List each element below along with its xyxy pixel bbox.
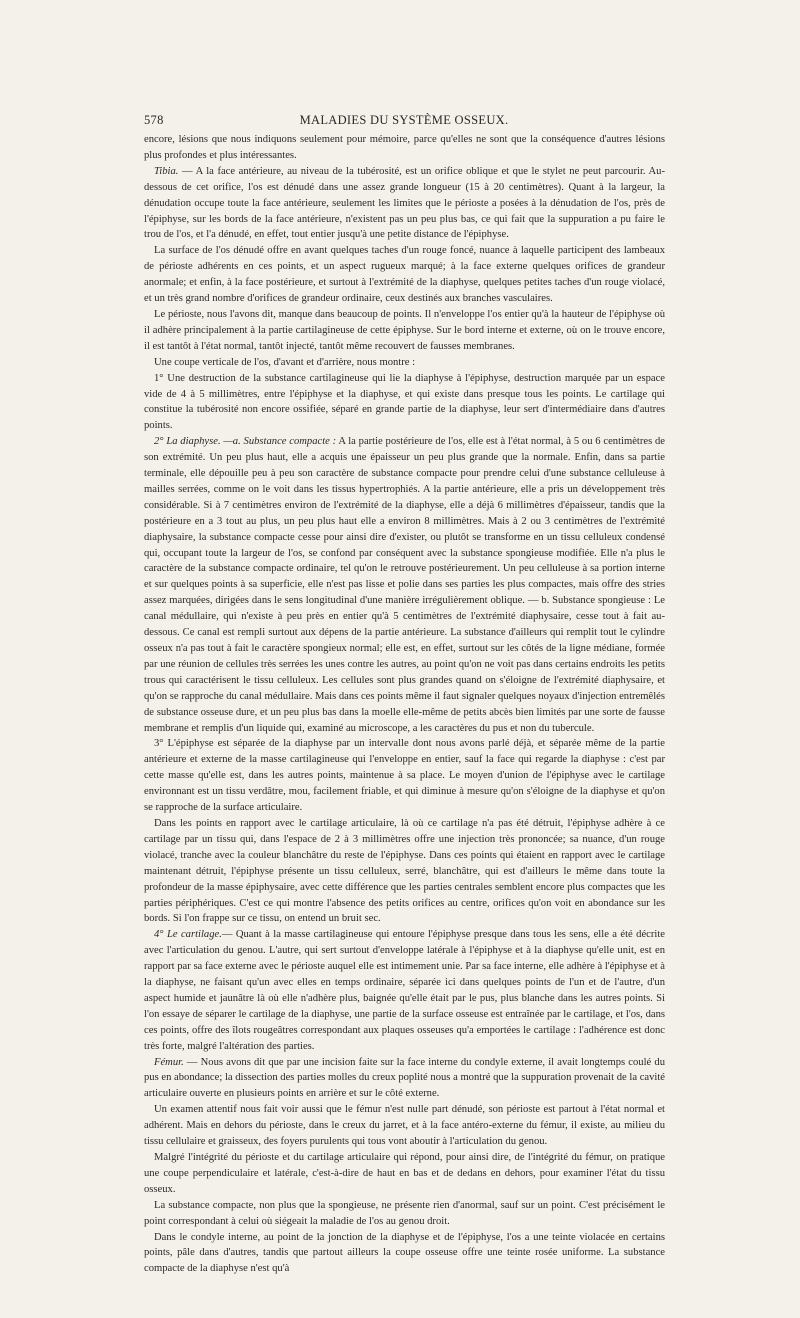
page-header [144,113,664,129]
section-lead: 2° La diaphyse. —a. Substance compacte : [154,436,337,448]
paragraph: La surface de l'os dénudé offre en avant quelques taches d'un rouge foncé, nuance à laquelle participent des lambeaux de périoste adhérents en ces points, et un aspect rugueux marqué; à la face externe quelques orifices de grandeur anormale; et enfin, à la face postérieure, et surtout à l'extrémité de la diaphyse, quelques petites taches d'un rouge violacé, et un très grand nombre d'orifices de grandeur ordinaire, ceux destinés aux branches vasculaires. [144,245,665,305]
paragraph: Malgré l'intégrité du périoste et du cartilage articulaire qui répond, pour ainsi dire, de l'intégrité du fémur, on pratique une coupe perpendiculaire et latérale, c'est-à-dire de haut en bas et de dedans en dehors, pour examiner l'état du tissu osseux. [144,1152,665,1195]
section-lead: Fémur. [154,1056,184,1068]
paragraph-femur: Fémur. — Nous avons dit que par une incision faite sur la face interne du condyle externe, il avait longtemps coulé du pus en abondance; la dissection des parties molles du creux poplité nous a montré que la suppuration provenait de la cavité articulaire ouverte en plusieurs points en arrière et sur le côté externe. [144,1056,665,1100]
paragraph: Une coupe verticale de l'os, d'avant et d'arrière, nous montre : [154,356,416,368]
paragraph-cartilage: 4° Le cartilage.— Quant à la masse cartilagineuse qui entoure l'épiphyse presque dans tous les sens, elle a été décrite avec l'articulation du genou. L'autre, qui sert surtout d'enveloppe latérale à l'épiphyse et à la diaphyse qu'elle unit, est en rapport par sa face externe avec le périoste auquel elle est intimement unie. Par sa face interne, elle adhère à l'épiphyse et à la diaphyse, ne faisant qu'un avec elles en temps ordinaire, séparée ici dans quelques points de l'un et de l'autre, d'un aspect humide et jaunâtre là où elle n'adhère plus, baignée qu'elle était par le pus, plus blanche dans les autres points. Si l'on essaye de séparer le cartilage de la diaphyse, une partie de la surface osseuse est entraînée par le cartilage, et l'os, dans ces points, offre des îlots rougeâtres correspondant aux plaques osseuses qu'a emportées le cartilage : l'adhérence est donc très forte, malgré l'altération des parties. [144,929,665,1052]
page-number: 578 [144,113,164,127]
section-lead: Tibia. [154,165,179,177]
paragraph: encore, lésions que nous indiquons seulement pour mémoire, parce qu'elles ne sont que la conséquence d'autres lésions plus profondes et plus intéressantes. [144,134,665,161]
paragraph-tibia: Tibia. — A la face antérieure, au niveau de la tubérosité, est un orifice oblique et que le stylet ne peut parcourir. Au-dessous de cet orifice, l'os est dénudé dans une assez grande longueur (15 à 20 centimètres). Quant à la largeur, la dénudation occupe toute la face antérieure, seulement les limites que le périoste a posées à la dénudation de l'os, près de l'épiphyse, sur les bords de la face antérieure, n'existent pas un peu plus bas, ce qui fait que la suppuration a pu faire le trou de l'os, et l'a dénudé, en effet, tout entier jusqu'à une petite distance de l'épiphyse. [144,165,665,241]
paragraph: Un examen attentif nous fait voir aussi que le fémur n'est nulle part dénudé, son périoste est partout à l'état normal et adhérent. Mais en dehors du périoste, dans le creux du jarret, et à la face antéro-externe du fémur, il existe, au milieu du tissu cellulaire et graisseux, des foyers purulents qui tous vont aboutir à l'articulation du genou. [144,1104,665,1148]
paragraph: Le périoste, nous l'avons dit, manque dans beaucoup de points. Il n'enveloppe l'os entier qu'à la hauteur de l'épiphyse où il adhère principalement à la partie cartilagineuse de cette épiphyse. Sur le bord interne et externe, où on le trouve encore, il est tantôt à l'état normal, tantôt injecté, tantôt même recouvert de fausses membranes. [144,308,665,352]
paragraph: Dans le condyle interne, au point de la jonction de la diaphyse et de l'épiphyse, l'os a une teinte violacée en certains points, pâle dans d'autres, tandis que partout ailleurs la coupe osseuse offre une teinte rosée uniforme. La substance compacte de la diaphyse n'est qu'à [144,1231,665,1275]
running-title: MALADIES DU SYSTÈME OSSEUX. [299,113,509,127]
paragraph: 1° Une destruction de la substance cartilagineuse qui lie la diaphyse à l'épiphyse, destruction marquée par un espace vide de 4 à 5 millimètres, entre l'épiphyse et la diaphyse, et qui existe dans presque tous les points. Le cartilage qui constitue la tubérosité non encore ossifiée, séparé en grande partie de la diaphyse, leur sert d'intermédiaire dans d'autres points. [144,372,665,432]
paragraph-diaphyse: 2° La diaphyse. —a. Substance compacte : A la partie postérieure de l'os, elle est à l'état normal, à 5 ou 6 centimètres de son extrémité. Un peu plus haut, elle a acquis une épaisseur un peu plus grande que la normale. Enfin, dans sa partie terminale, elle dépouille peu à peu son caractère de substance compacte pour prendre celui d'une substance celluleuse à mailles serrées, comme on le voit dans les tissus hypertrophiés. A la partie antérieure, elle a pris un développement très considérable. Si à 7 centimètres environ de l'extrémité de la diaphyse, elle a déjà 6 millimètres d'épaisseur, tandis que la postérieure en a 3 tout au plus, un peu plus haut elle a environ 8 millimètres. Mais à 2 ou 3 centimètres de l'extrémité diaphysaire, la substance compacte cesse pour ainsi dire d'exister, ou plutôt se transforme en un tissu celluleux condensé qui, occupant toute la largeur de l'os, se confond par conséquent avec la substance spongieuse modifiée. Elle n'a plus le caractère de la substance compacte ordinaire, tel qu'on le retrouve postérieurement. Un peu celluleuse à sa portion interne et sur quelques points à sa superficie, elle n'est pas lisse et polie dans ses parties les plus compactes, mais offre des stries assez marquées, dirigées dans le sens longitudinal d'une manière irrégulièrement oblique. — b. Substance spongieuse : Le canal médullaire, qui n'existe à peu près en entier qu'à 5 centimètres de l'extrémité diaphysaire, cesse tout à fait au-dessous. Ce canal est rempli surtout aux dépens de la partie antérieure. La substance d'ailleurs qui remplit tout le cylindre osseux n'a pas tout à fait le caractère spongieux normal; elle est, en effet, surtout sur les côtés de la ligne médiane, formée par une réunion de cellules très serrées les unes contre les autres, au point qu'on ne voit pas dans certains endroits les petits trous qui caractérisent le tissu celluleux. Les cellules sont plus grandes quand on s'éloigne de l'extrémité diaphysaire, et qu'on se rapproche du canal médullaire. Mais dans ces points même il faut signaler quelques noyaux d'injection entremêlés de substance osseuse dure, et un peu plus bas dans la moelle elle-même de petits abcès bien limités par une sorte de fausse membrane et remplis d'un liquide qui, examiné au microscope, a les caractères du pus et non du tubercule. [144,436,665,734]
paragraph: La substance compacte, non plus que la spongieuse, ne présente rien d'anormal, sauf sur un point. C'est précisément le point correspondant à celui où siégeait la maladie de l'os au genou droit. [144,1199,665,1227]
section-lead: 4° Le cartilage. [154,929,222,941]
paragraph: Dans les points en rapport avec le cartilage articulaire, là où ce cartilage n'a pas été détruit, l'épiphyse adhère à ce cartilage par un tissu qui, dans l'espace de 2 à 3 millimètres offre une injection très prononcée; sa nuance, d'un rouge violacé, tranche avec la couleur blanchâtre du reste de l'épiphyse. Dans ces points qui étaient en rapport avec le cartilage maintenant détruit, l'épiphyse présente un tissu celluleux, serré, blanchâtre, qui est d'ailleurs le même dans toute la profondeur de la masse épiphysaire, avec cette différence que les parties centrales semblent encore plus compactes que les parties périphériques. C'est ce qui montre l'absence des petits orifices au centre, orifices qu'on voit en abondance sur les bords. Si l'on frappe sur ce tissu, on entend un bruit sec. [144,817,665,925]
body-text [144,132,665,1277]
paragraph: 3° L'épiphyse est séparée de la diaphyse par un intervalle dont nous avons parlé déjà, et séparée même de la partie antérieure et externe de la masse cartilagineuse qui l'enveloppe en entier, sauf la face qui regarde la diaphyse : c'est par cette masse qu'elle est, dans les autres points, maintenue à sa place. Le moyen d'union de l'épiphyse avec le cartilage environnant est un tissu verdâtre, mou, facilement friable, et qui diminue à mesure qu'on s'éloigne de la diaphyse et qu'on se rapproche de la surface articulaire. [144,738,665,814]
